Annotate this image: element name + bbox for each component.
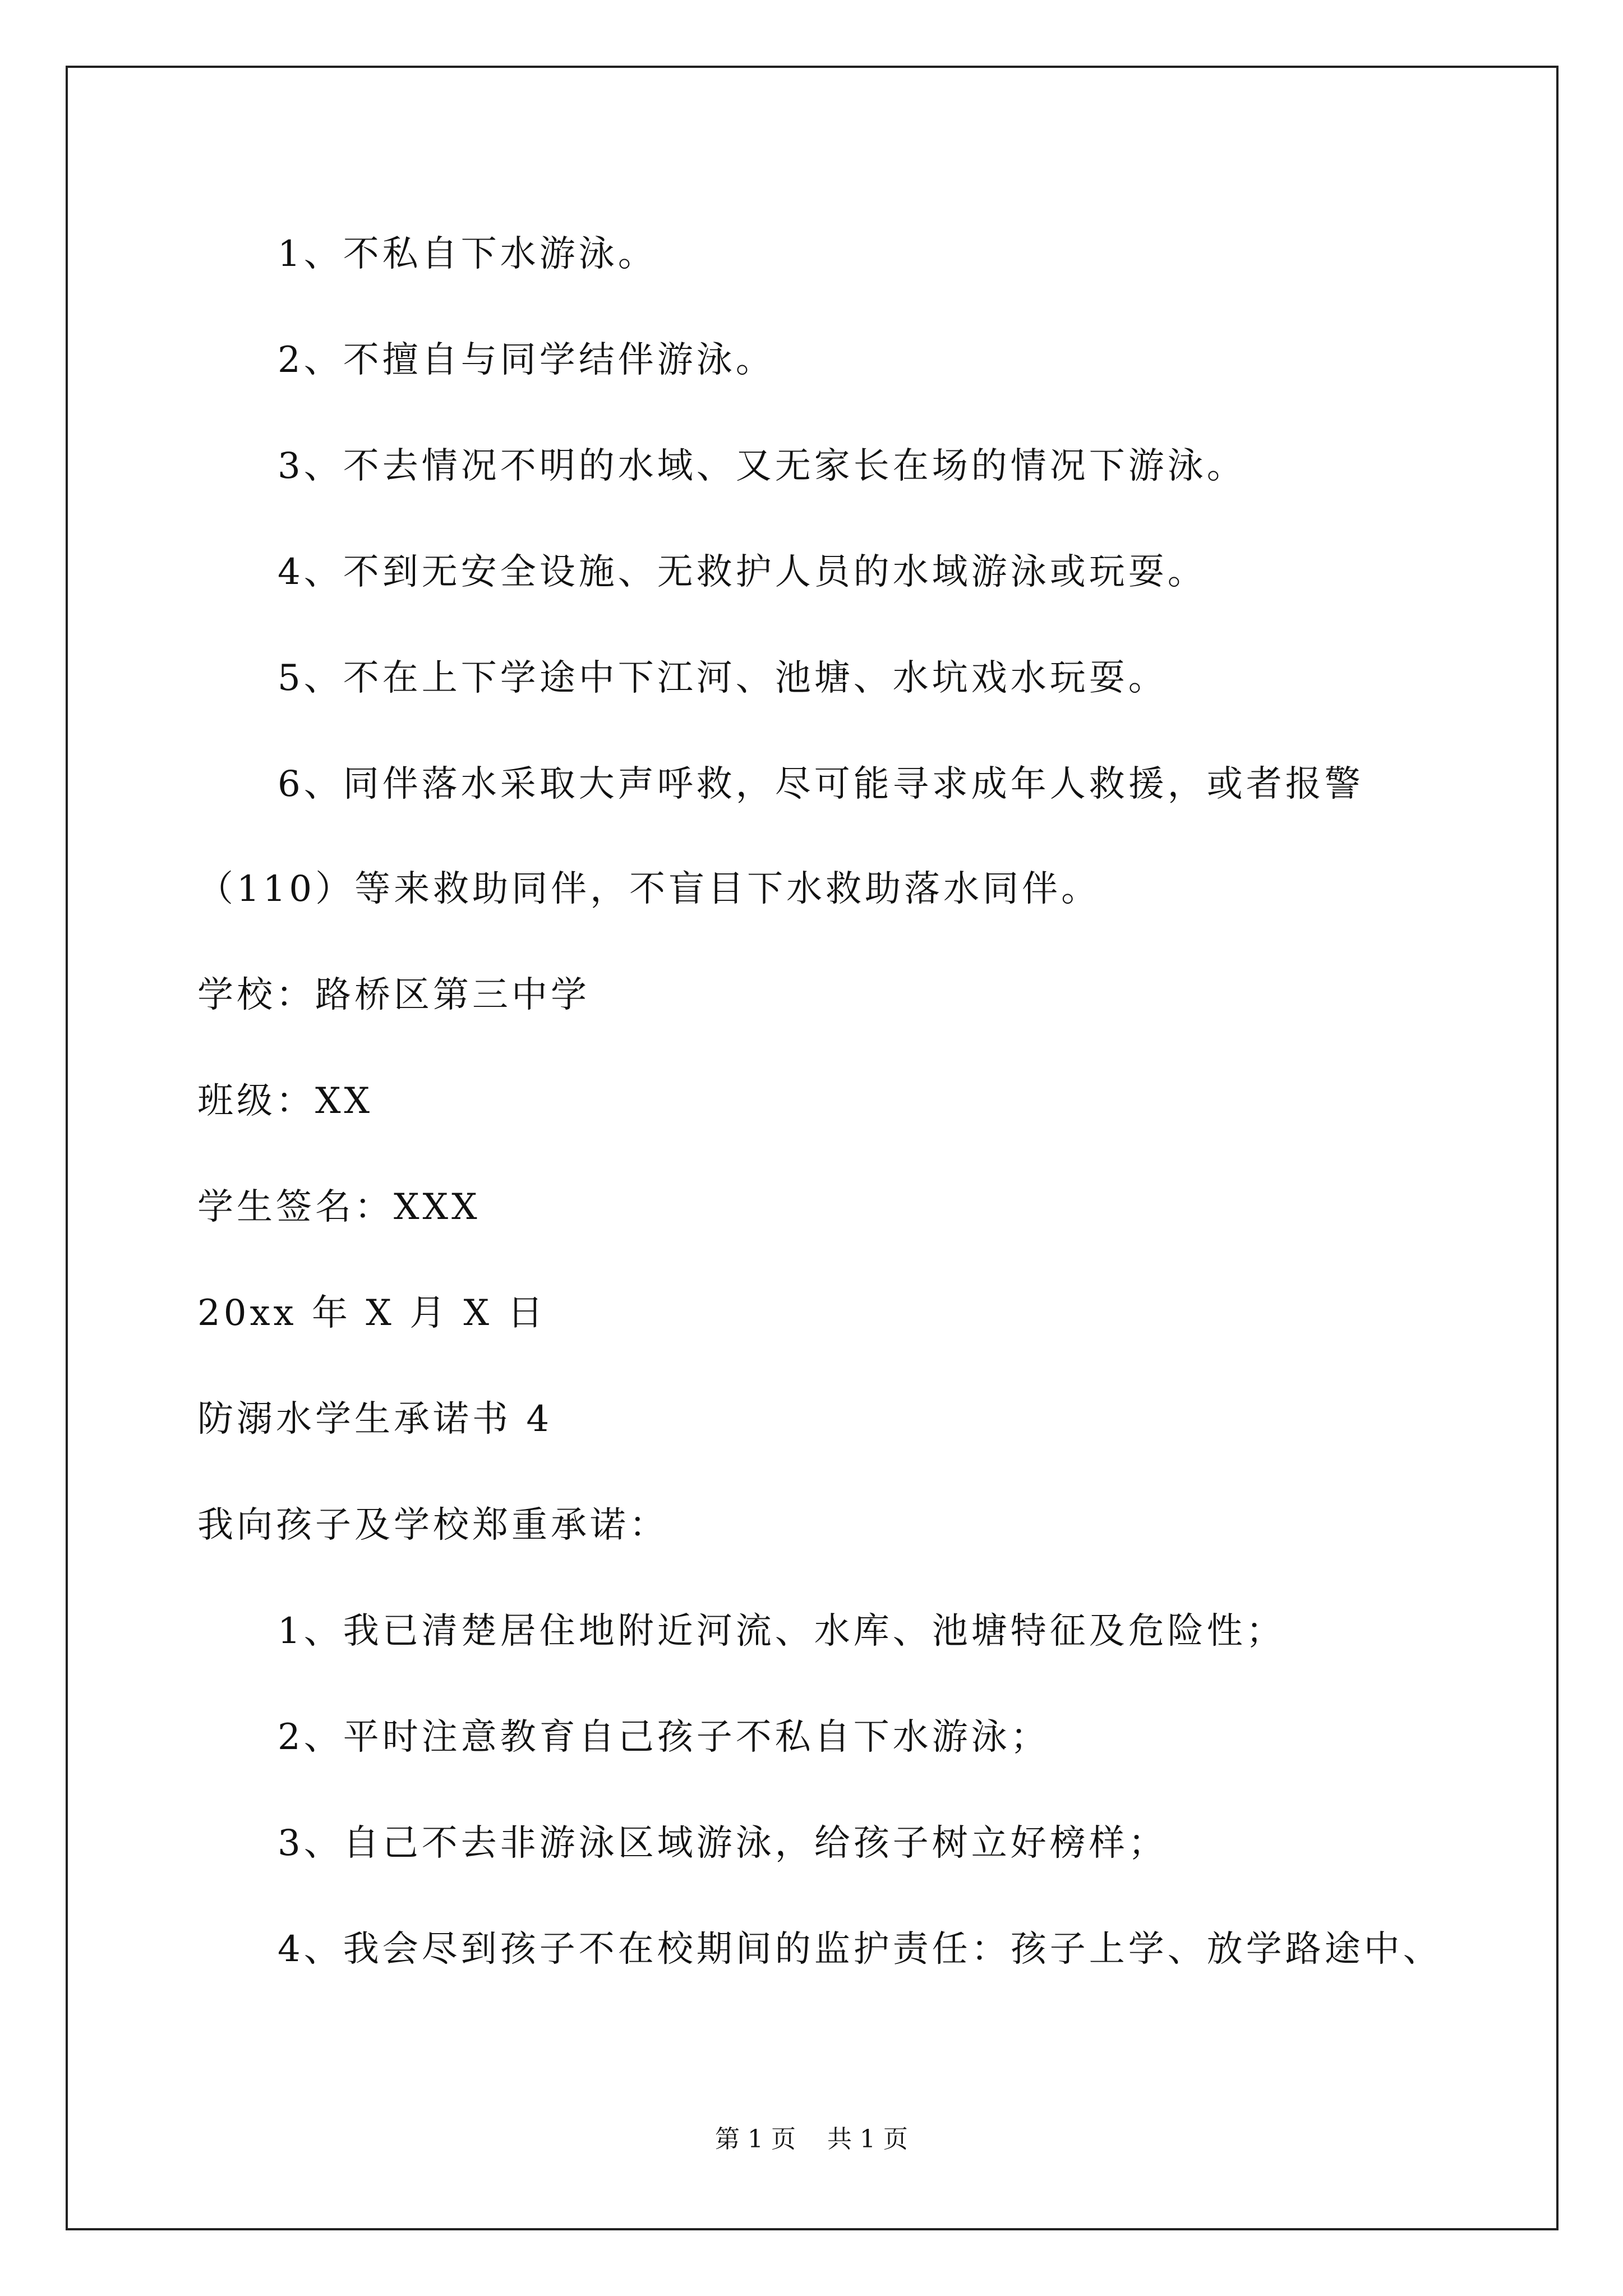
pledge-item-6-continued: （110）等来救助同伴，不盲目下水救助落水同伴。 <box>197 868 1101 910</box>
section-heading: 防溺水学生承诺书 4 <box>197 1398 553 1440</box>
school-line: 学校：路桥区第三中学 <box>197 974 590 1016</box>
page-border <box>66 66 1559 2230</box>
pledge-item-6: 6、同伴落水采取大声呼救，尽可能寻求成年人救援，或者报警 <box>278 763 1364 805</box>
pledge-item-5: 5、不在上下学途中下江河、池塘、水坑戏水玩耍。 <box>278 657 1168 699</box>
pledge-item-1: 1、不私自下水游泳。 <box>278 233 657 275</box>
parent-pledge-item-4: 4、我会尽到孩子不在校期间的监护责任：孩子上学、放学路途中、 <box>278 1929 1442 1970</box>
pledge-item-2: 2、不擅自与同学结伴游泳。 <box>278 339 775 381</box>
student-signature-line: 学生签名：XXX <box>197 1186 481 1228</box>
parent-pledge-item-1: 1、我已清楚居住地附近河流、水库、池塘特征及危险性； <box>278 1611 1285 1652</box>
pledge-item-4: 4、不到无安全设施、无救护人员的水域游泳或玩耍。 <box>278 551 1207 593</box>
date-line: 20xx 年 X 月 X 日 <box>197 1292 547 1334</box>
page-footer: 第 1 页 共 1 页 <box>715 2125 908 2154</box>
parent-pledge-item-3: 3、自己不去非游泳区域游泳，给孩子树立好榜样； <box>278 1823 1168 1864</box>
parent-pledge-intro: 我向孩子及学校郑重承诺： <box>197 1504 668 1546</box>
class-line: 班级：XX <box>197 1080 374 1122</box>
pledge-item-3: 3、不去情况不明的水域、又无家长在场的情况下游泳。 <box>278 445 1246 487</box>
parent-pledge-item-2: 2、平时注意教育自己孩子不私自下水游泳； <box>278 1717 1050 1758</box>
